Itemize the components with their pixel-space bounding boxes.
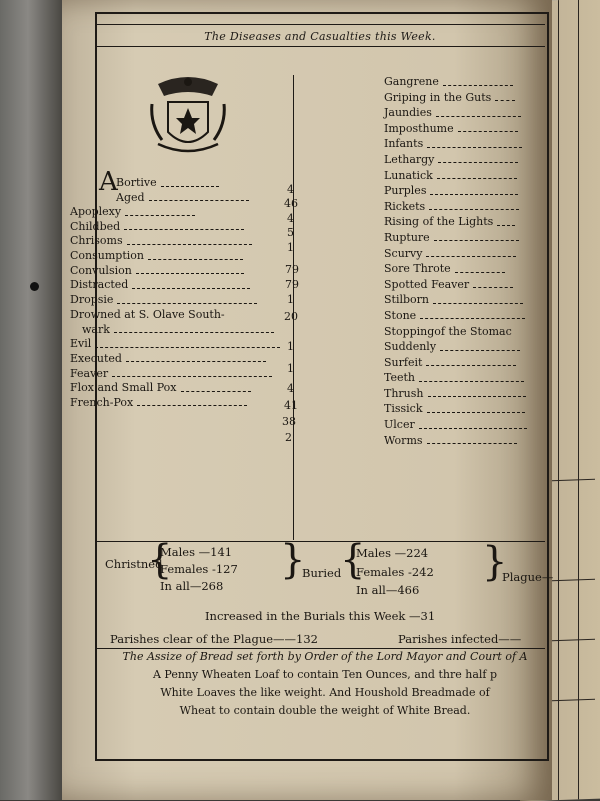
row-distracted: [70, 278, 280, 293]
left-column-main: [70, 205, 280, 411]
label: Convulsion: [70, 263, 132, 277]
value-distracted: 1: [287, 293, 294, 306]
row-tissick: [384, 401, 527, 417]
row-griping: [384, 90, 527, 106]
row-stopping: [384, 324, 527, 340]
drop-cap-a: A: [99, 167, 118, 197]
leader: [495, 94, 515, 101]
label: Drowned at S. Olave South-: [70, 307, 225, 321]
leader: [114, 326, 274, 333]
label: Griping in the Guts: [384, 90, 492, 104]
parishes-infected: Parishes infected——: [398, 632, 522, 646]
leader: [437, 172, 517, 179]
value-aged: 46: [284, 197, 298, 210]
christned-brace-close: }: [280, 537, 306, 583]
label: Feaver: [70, 366, 109, 380]
label: Jaundies: [384, 106, 432, 120]
label: Evil: [70, 337, 92, 351]
label: Flox and Small Pox: [70, 381, 177, 395]
row-rising: [384, 214, 527, 230]
row-french-pox: [70, 396, 280, 411]
row-aged: [116, 191, 249, 206]
row-wark: [70, 323, 280, 338]
row-worms: [384, 433, 527, 449]
leader: [434, 234, 519, 241]
leader: [428, 390, 526, 397]
christned-females: Females -127: [160, 562, 238, 576]
leader: [181, 385, 251, 392]
value-apoplexy: 4: [287, 212, 294, 225]
row-imposthume: [384, 121, 527, 137]
leader: [148, 253, 243, 260]
label: Rickets: [384, 199, 426, 213]
leader: [473, 281, 513, 288]
buried-males: Males —224: [356, 546, 429, 560]
row-convulsion: [70, 264, 280, 279]
label: Chrisoms: [70, 234, 123, 248]
buried-in-all: In all—466: [356, 583, 420, 597]
label: Worms: [384, 433, 423, 447]
label: Imposthume: [384, 121, 454, 135]
label: Stoppingof the Stomac: [384, 324, 512, 338]
label: Lethargy: [384, 152, 435, 166]
leader: [429, 203, 519, 210]
value-consumption: 79: [285, 263, 299, 276]
row-rickets: [384, 199, 527, 215]
leader: [137, 399, 247, 406]
christned-in-all: In all—268: [160, 579, 224, 593]
label: Consumption: [70, 249, 144, 263]
page-title: The Diseases and Casualties this Week.: [95, 30, 545, 47]
buried-brace-close: }: [482, 539, 508, 585]
leader: [443, 79, 513, 86]
leader: [419, 422, 527, 429]
label: Teeth: [384, 371, 416, 385]
leader: [117, 297, 257, 304]
row-jaundies: [384, 105, 527, 121]
row-feaver: [70, 367, 280, 382]
assize-line-4: Wheat to contain double the weight of White Bread.: [179, 704, 471, 717]
buried-label: Buried: [302, 566, 342, 580]
leader: [132, 282, 250, 289]
leader: [426, 359, 516, 366]
leader: [112, 370, 272, 377]
label: Stone: [384, 308, 417, 322]
row-stone: [384, 308, 527, 324]
value-evil: 1: [287, 362, 294, 375]
row-stilborn: [384, 292, 527, 308]
row-gangrene: [384, 74, 527, 90]
background-left: [0, 0, 70, 800]
value-flox: 38: [282, 415, 296, 428]
label: Distracted: [70, 278, 129, 292]
top-rule: [95, 24, 545, 25]
leader: [426, 250, 516, 257]
label: Rising of the Lights: [384, 215, 494, 229]
row-drowned: [70, 308, 280, 323]
christned-label: Christned: [105, 557, 163, 571]
leader: [455, 266, 505, 273]
assize-of-bread: [100, 648, 550, 720]
value-chrisoms: 1: [287, 241, 294, 254]
row-sore-throte: [384, 261, 527, 277]
row-lethargy: [384, 152, 527, 168]
label: Sore Throte: [384, 262, 451, 276]
value-convulsion: 79: [285, 278, 299, 291]
leader: [127, 238, 252, 245]
value-abortive: 4: [287, 183, 294, 196]
row-rupture: [384, 230, 527, 246]
row-suddenly: [384, 339, 527, 355]
value-executed: 4: [287, 382, 294, 395]
leader: [95, 341, 280, 348]
row-flox: [70, 381, 280, 396]
label: French-Pox: [70, 395, 134, 409]
row-spotted-feaver: [384, 277, 527, 293]
leader: [124, 223, 244, 230]
buried-brace-open: {: [340, 537, 366, 583]
label: Thrush: [384, 386, 424, 400]
row-purples: [384, 183, 527, 199]
row-lunatick: [384, 168, 527, 184]
row-childbed: [70, 220, 280, 235]
assize-line-1: The Assize of Bread set forth by Order of the Lord Mayor and Court of A: [122, 650, 528, 663]
row-executed: [70, 352, 280, 367]
row-evil: [70, 337, 280, 352]
label: Gangrene: [384, 75, 439, 88]
coat-of-arms-crest: [148, 74, 228, 160]
leader: [427, 141, 522, 148]
column-divider: [293, 75, 294, 540]
leader: [149, 194, 249, 201]
label: Dropsie: [70, 293, 114, 307]
label: Tissick: [384, 402, 423, 416]
label: Spotted Feaver: [384, 277, 470, 291]
leader: [419, 375, 524, 382]
christned-males: Males —141: [160, 545, 233, 559]
label: Apoplexy: [70, 205, 122, 218]
label: wark: [82, 322, 110, 336]
label: Lunatick: [384, 168, 433, 182]
leader: [440, 344, 520, 351]
binding-hole: [30, 282, 39, 291]
assize-line-2: A Penny Wheaten Loaf to contain Ten Ounces, and thre half p: [152, 668, 498, 681]
row-consumption: [70, 249, 280, 264]
leader: [427, 406, 525, 413]
row-abortive: [116, 176, 249, 191]
label: Bortive: [116, 176, 157, 189]
leader: [427, 437, 517, 444]
row-apoplexy: [70, 205, 280, 220]
row-dropsie: [70, 293, 280, 308]
label: Aged: [116, 190, 145, 204]
leader: [458, 125, 518, 132]
value-french-pox: 2: [285, 431, 292, 444]
leader: [420, 312, 525, 319]
row-infants: [384, 136, 527, 152]
leader: [125, 209, 195, 216]
row-thrush: [384, 386, 527, 402]
label: Infants: [384, 137, 424, 151]
value-childbed: 5: [287, 226, 294, 239]
parishes-clear: Parishes clear of the Plague——132: [110, 632, 318, 646]
left-column: [116, 176, 249, 205]
value-feaver: 41: [284, 399, 298, 412]
row-teeth: [384, 370, 527, 386]
leader: [161, 180, 219, 187]
right-column: [384, 74, 527, 448]
assize-line-3: White Loaves the like weight. And Houshold Breadmade of: [160, 686, 490, 699]
label: Stilborn: [384, 293, 429, 307]
label: Childbed: [70, 219, 121, 233]
label: Rupture: [384, 230, 430, 244]
label: Surfeit: [384, 355, 423, 369]
label: Executed: [70, 351, 122, 365]
buried-females: Females -242: [356, 565, 434, 579]
row-surfeit: [384, 355, 527, 371]
plague-label: Plague—: [502, 570, 554, 584]
leader: [433, 297, 523, 304]
label: Suddenly: [384, 340, 437, 354]
value-dropsie: 20: [284, 310, 298, 323]
label: Purples: [384, 184, 427, 198]
leader: [436, 110, 521, 117]
leader: [438, 156, 518, 163]
row-scurvy: [384, 246, 527, 262]
increased-burials: Increased in the Burials this Week —31: [205, 609, 436, 623]
label: Scurvy: [384, 246, 423, 260]
label: Ulcer: [384, 418, 415, 432]
value-wark: 1: [287, 340, 294, 353]
row-chrisoms: [70, 234, 280, 249]
leader: [430, 188, 518, 195]
leader: [497, 219, 515, 226]
leader: [126, 355, 266, 362]
leader: [136, 267, 244, 274]
row-ulcer: [384, 417, 527, 433]
christned-brace-open: {: [147, 537, 173, 583]
